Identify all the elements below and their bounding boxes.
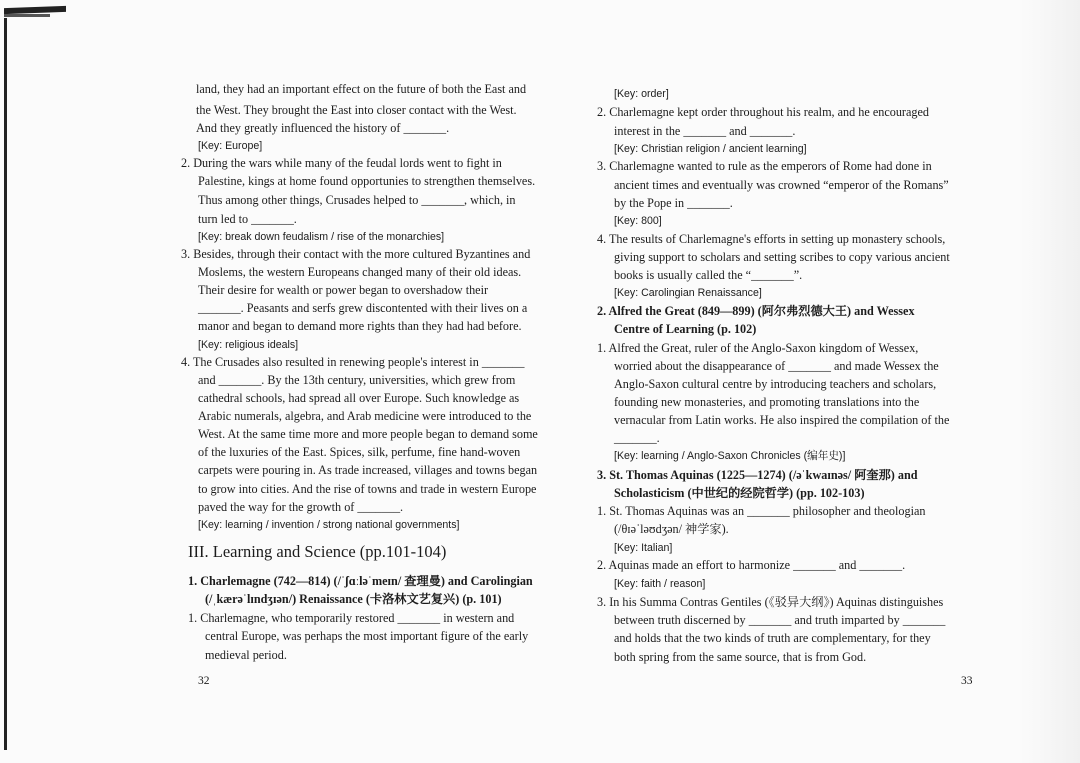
text-line: central Europe, was perhaps the most important figure of the early [205, 629, 529, 643]
answer-key: [Key: order] [614, 88, 669, 100]
text-line: West. At the same time more and more people began to demand some [198, 427, 538, 441]
text-line: Moslems, the western Europeans changed many of their old ideas. [198, 265, 522, 279]
answer-key: [Key: Europe] [198, 140, 263, 152]
answer-key: [Key: religious ideals] [198, 339, 299, 351]
text-line: Anglo-Saxon cultural centre by introducing teachers and scholars, [614, 377, 937, 391]
text-line: to grow into cities. And the rise of towns and trade in western Europe [198, 482, 537, 496]
scan-edge [4, 6, 66, 14]
subsection-heading: Centre of Learning (p. 102) [614, 322, 757, 336]
subsection-heading: (/ˌkærəˈlɪndʒɪən/) Renaissance (卡洛林文艺复兴) (p. 101) [205, 592, 502, 606]
question-line: 4. The results of Charlemagne's efforts in setting up monastery schools, [597, 232, 946, 246]
text-line: manor and began to demand more rights than they had had before. [198, 319, 522, 333]
text-line: land, they had an important effect on the future of both the East and [196, 82, 527, 96]
question-line: 4. The Crusades also resulted in renewing people's interest in _______ [181, 355, 525, 369]
text-line: Thus among other things, Crusades helped to _______, which, in [198, 193, 516, 207]
question-line: 1. St. Thomas Aquinas was an _______ philosopher and theologian [597, 504, 926, 518]
section-heading: III. Learning and Science (pp.101-104) [188, 542, 447, 561]
text-line: interest in the _______ and _______. [614, 124, 796, 138]
text-line: between truth discerned by _______ and truth imparted by _______ [614, 613, 946, 627]
page-number: 33 [961, 675, 973, 687]
answer-key: [Key: 800] [614, 215, 662, 227]
text-line: medieval period. [205, 648, 287, 662]
text-line: ancient times and eventually was crowned “emperor of the Romans” [614, 178, 949, 192]
text-line: giving support to scholars and setting scribes to copy various ancient [614, 250, 950, 264]
text-line: of the luxuries of the East. Spices, silk, perfume, fine hand-woven [198, 445, 521, 459]
question-line: 1. Charlemagne, who temporarily restored _______ in western and [188, 611, 515, 625]
answer-key: [Key: Carolingian Renaissance] [614, 287, 762, 299]
question-line: 2. Charlemagne kept order throughout his realm, and he encouraged [597, 105, 929, 119]
text-line: Arabic numerals, algebra, and Arab medicine were introduced to the [198, 409, 532, 423]
text-line: cathedral schools, had spread all over Europe. Such knowledge as [198, 391, 520, 405]
page-number: 32 [198, 675, 210, 687]
text-line: books is usually called the “_______”. [614, 268, 803, 282]
text-line: (/θɪəˈləʊdʒən/ 神学家). [614, 522, 729, 536]
subsection-heading: 2. Alfred the Great (849—899) (阿尔弗烈德大王) and Wessex [597, 304, 915, 318]
scan-shadow [1020, 0, 1080, 763]
text-line: by the Pope in _______. [614, 196, 733, 210]
text-line: Their desire for wealth or power began to overshadow their [198, 283, 489, 297]
text-line: worried about the disappearance of _______ and made Wessex the [614, 359, 939, 373]
text-line: _______. Peasants and serfs grew discontented with their lives on a [198, 301, 528, 315]
answer-key: [Key: Italian] [614, 542, 673, 554]
subsection-heading: 3. St. Thomas Aquinas (1225—1274) (/əˈkwaɪnəs/ 阿奎那) and [597, 468, 918, 482]
question-line: 3. In his Summa Contras Gentiles (《驳异大纲》) Aquinas distinguishes [597, 595, 944, 609]
text-line: founding new monasteries, and promoting translations into the [614, 395, 920, 409]
text-line: paved the way for the growth of _______. [198, 500, 404, 514]
answer-key: [Key: learning / invention / strong national governments] [198, 519, 460, 531]
answer-key: [Key: Christian religion / ancient learning] [614, 143, 807, 155]
scan-edge [4, 18, 7, 750]
question-line: 3. Charlemagne wanted to rule as the emperors of Rome had done in [597, 159, 932, 173]
text-line: _______. [614, 431, 660, 445]
text-line: and holds that the two kinds of truth are complementary, for they [614, 631, 931, 645]
subsection-heading: Scholasticism (中世纪的经院哲学) (pp. 102-103) [614, 486, 865, 500]
scan-edge [4, 14, 50, 17]
text-line: vernacular from Latin works. He also inspired the compilation of the [614, 413, 950, 427]
text-line: carpets were pouring in. As trade increased, villages and towns began [198, 463, 538, 477]
subsection-heading: 1. Charlemagne (742—814) (/ˈʃɑːləˈmeɪn/ 查理曼) and Carolingian [188, 574, 533, 588]
question-line: 1. Alfred the Great, ruler of the Anglo-Saxon kingdom of Wessex, [597, 341, 919, 355]
text-line: Palestine, kings at home found opportunies to strengthen themselves. [198, 174, 536, 188]
text-line: both spring from the same source, that is from God. [614, 650, 867, 664]
answer-key: [Key: faith / reason] [614, 578, 706, 590]
text-line: And they greatly influenced the history of _______. [196, 121, 450, 135]
question-line: 2. During the wars while many of the feudal lords went to fight in [181, 156, 502, 170]
text-line: the West. They brought the East into closer contact with the West. [196, 103, 517, 117]
text-line: and _______. By the 13th century, universities, which grew from [198, 373, 516, 387]
answer-key: [Key: break down feudalism / rise of the monarchies] [198, 231, 445, 243]
question-line: 3. Besides, through their contact with the more cultured Byzantines and [181, 247, 531, 261]
answer-key: [Key: learning / Anglo-Saxon Chronicles (编年史)] [614, 450, 846, 462]
question-line: 2. Aquinas made an effort to harmonize _______ and _______. [597, 558, 906, 572]
text-line: turn led to _______. [198, 212, 297, 226]
